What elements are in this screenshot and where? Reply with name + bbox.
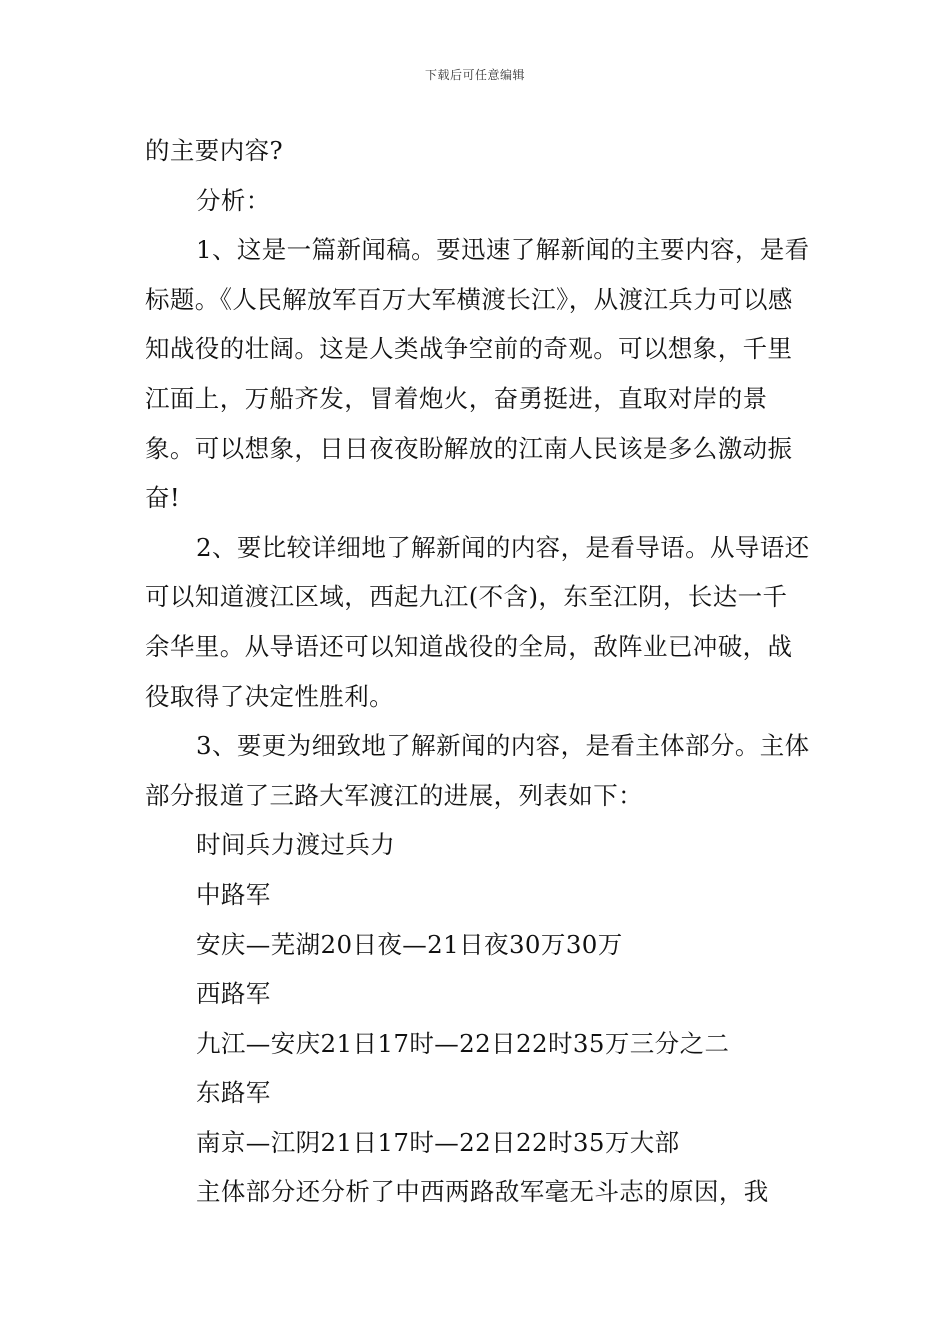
table-line-western-detail: 九江—安庆21日17时—22日22时35万三分之二 <box>196 1028 730 1058</box>
table-line-central-army: 中路军 <box>196 879 271 909</box>
paragraph-closing: 主体部分还分析了中西两路敌军毫无斗志的原因，我 <box>196 1177 769 1207</box>
paragraph-point-2: 2、要比较详细地了解新闻的内容，是看导语。从导语还可以知道渡江区域，西起九江(不含)，东至江阴，长达一千余华里。从导语还可以知道战役的全局，敌阵业已冲破，战役取得了决定性胜利。 <box>145 532 810 711</box>
paragraph-point-1: 1、这是一篇新闻稿。要迅速了解新闻的主要内容，是看标题。《人民解放军百万大军横渡长江》，从渡江兵力可以感知战役的壮阔。这是人类战争空前的奇观。可以想象，千里江面上，万船齐发，冒着炮火，奋勇挺进，直取对岸的景象。可以想象，日日夜夜盼解放的江南人民该是多么激动振奋! <box>145 235 810 513</box>
table-line-eastern-army: 东路军 <box>196 1078 271 1108</box>
page-header: 下载后可任意编辑 <box>424 68 525 82</box>
table-line-eastern-detail: 南京—江阴21日17时—22日22时35万大部 <box>196 1127 680 1157</box>
table-line-central-detail: 安庆—芜湖20日夜—21日夜30万30万 <box>196 929 623 959</box>
paragraph-continuation: 的主要内容? <box>145 136 284 165</box>
document-body <box>145 126 810 1217</box>
paragraph-analysis-heading: 分析： <box>196 185 271 215</box>
table-line-western-army: 西路军 <box>196 979 271 1009</box>
paragraph-point-3: 3、要更为细致地了解新闻的内容，是看主体部分。主体部分报道了三路大军渡江的进展，列表如下： <box>145 731 810 810</box>
table-line-header: 时间兵力渡过兵力 <box>196 830 396 860</box>
